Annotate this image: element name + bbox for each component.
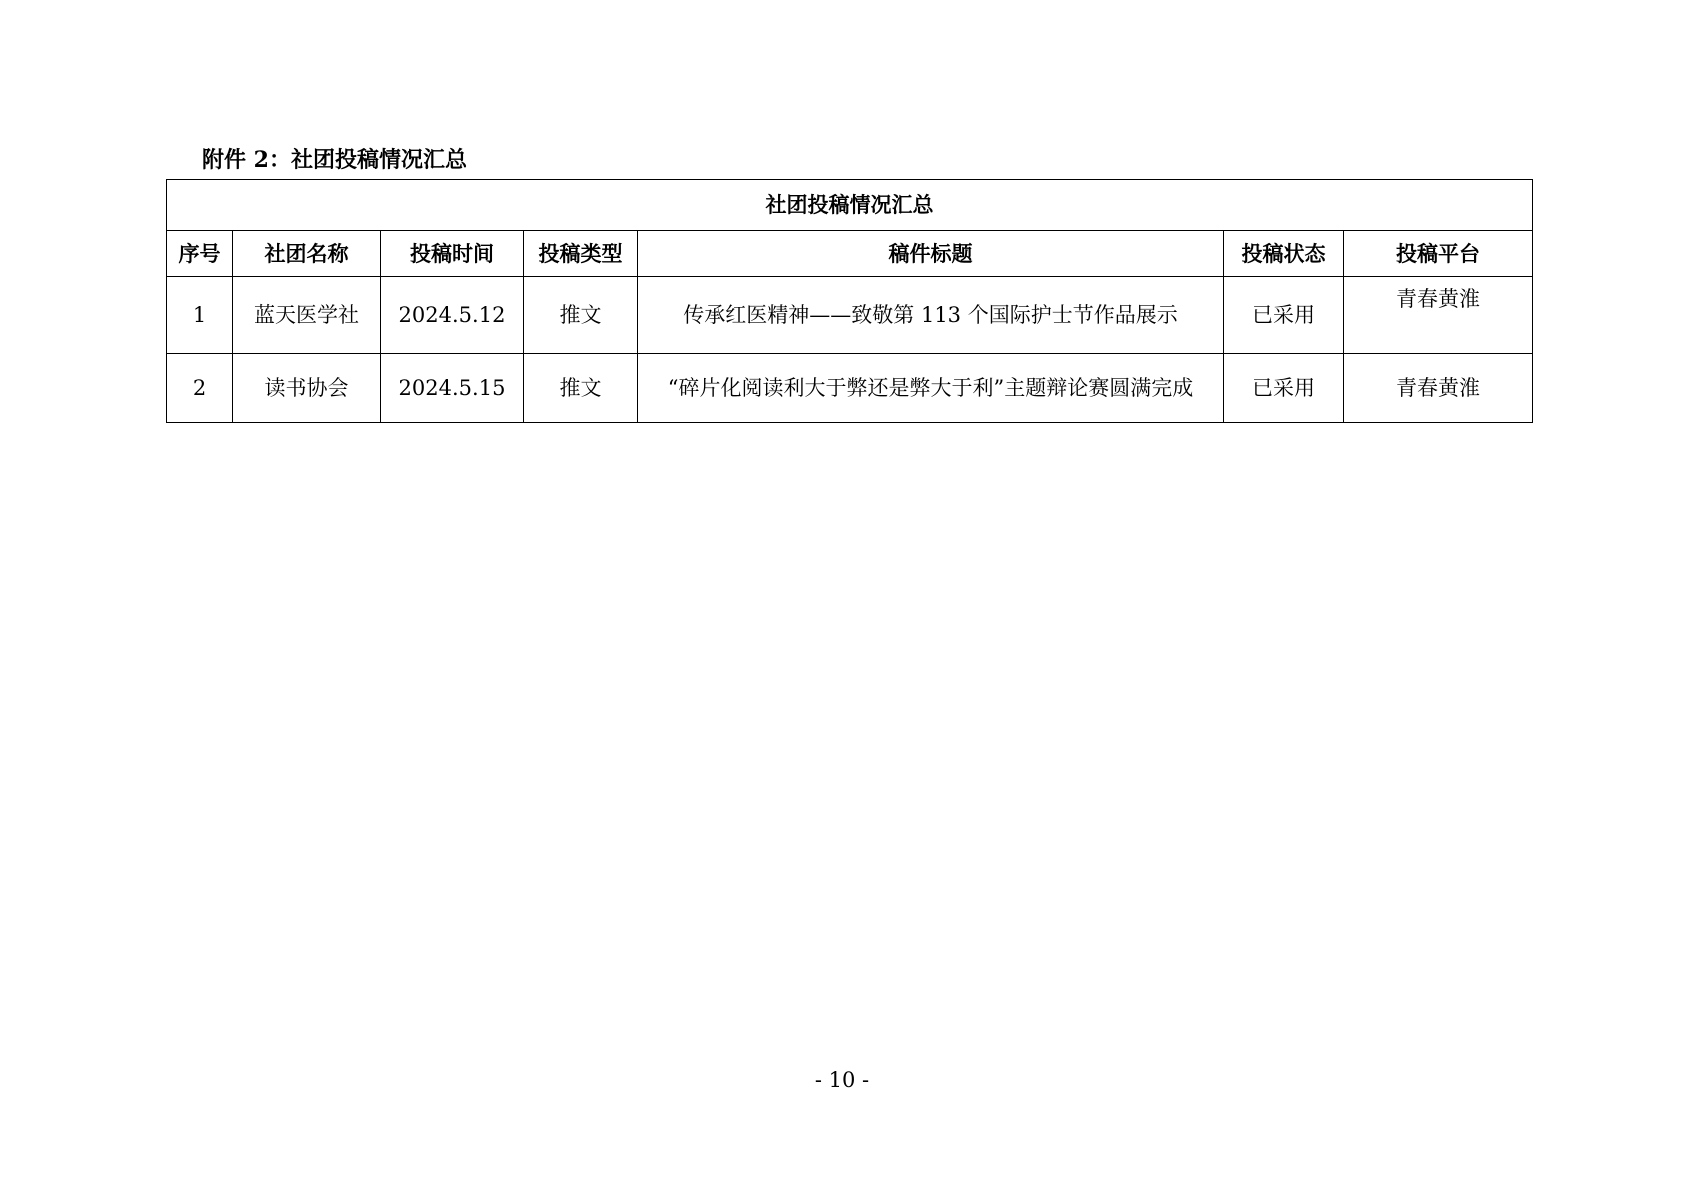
cell-index: 2 — [167, 354, 233, 423]
cell-type: 推文 — [524, 354, 638, 423]
table-header-row — [167, 231, 1533, 277]
table-row — [167, 277, 1533, 354]
cell-type: 推文 — [524, 277, 638, 354]
column-header-type: 投稿类型 — [524, 231, 638, 277]
table-caption-row — [167, 180, 1533, 231]
column-header-platform: 投稿平台 — [1344, 231, 1533, 277]
page-number: - 10 - — [814, 1068, 870, 1092]
column-header-title: 稿件标题 — [638, 231, 1224, 277]
cell-title: 传承红医精神——致敬第 113 个国际护士节作品展示 — [638, 277, 1224, 354]
cell-platform: 青春黄淮 — [1344, 354, 1533, 423]
cell-index: 1 — [167, 277, 233, 354]
column-header-club: 社团名称 — [233, 231, 381, 277]
cell-date: 2024.5.15 — [381, 354, 524, 423]
column-header-date: 投稿时间 — [381, 231, 524, 277]
table-row — [167, 354, 1533, 423]
attachment-heading: 附件 2：社团投稿情况汇总 — [202, 147, 467, 173]
cell-status: 已采用 — [1224, 354, 1344, 423]
table-caption: 社团投稿情况汇总 — [167, 180, 1533, 231]
cell-club: 蓝天医学社 — [233, 277, 381, 354]
column-header-index: 序号 — [167, 231, 233, 277]
cell-date: 2024.5.12 — [381, 277, 524, 354]
cell-club: 读书协会 — [233, 354, 381, 423]
cell-title: “碎片化阅读利大于弊还是弊大于利”主题辩论赛圆满完成 — [638, 354, 1224, 423]
column-header-status: 投稿状态 — [1224, 231, 1344, 277]
cell-status: 已采用 — [1224, 277, 1344, 354]
cell-platform: 青春黄淮 — [1344, 277, 1533, 354]
submission-summary-table — [166, 179, 1533, 423]
